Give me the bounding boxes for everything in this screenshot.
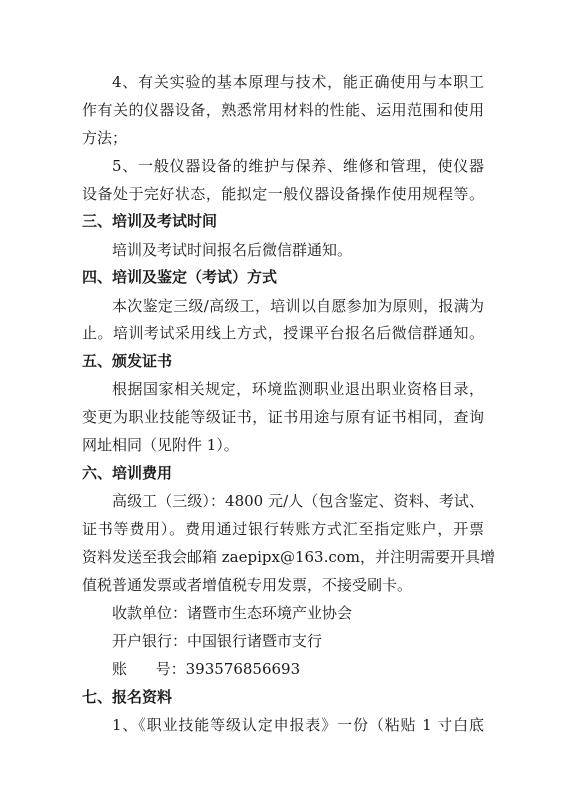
item4-line2: 作有关的仪器设备，熟悉常用材料的性能、运用范围和使用 [82, 101, 484, 119]
item4-line1: 4、有关实验的基本原理与技术，能正确使用与本职工 [112, 73, 484, 91]
section5-line2: 变更为职业技能等级证书，证书用途与原有证书相同，查询 [82, 408, 484, 426]
item4-line3: 方法； [82, 129, 128, 147]
section4-heading: 四、培训及鉴定（考试）方式 [82, 268, 278, 286]
item5-line2: 设备处于完好状态，能拟定一般仪器设备操作使用规程等。 [82, 185, 484, 203]
section6-line3: 资料发送至我会邮箱 zaepipx@163.com，并注明需要开具增 [82, 548, 496, 566]
account-line: 账 号：393576856693 [112, 660, 301, 678]
section7-heading: 七、报名资料 [82, 688, 173, 706]
section5-line1: 根据国家相关规定，环境监测职业退出职业资格目录， [112, 380, 484, 398]
section4-line1: 本次鉴定三级/高级工，培训以自愿参加为原则，报满为 [112, 297, 484, 315]
section7-line1: 1、《职业技能等级认定申报表》一份（粘贴 1 寸白底 [112, 716, 484, 734]
section3-heading: 三、培训及考试时间 [82, 212, 218, 230]
payee-line: 收款单位：诸暨市生态环境产业协会 [112, 604, 353, 622]
section6-heading: 六、培训费用 [82, 464, 173, 482]
section6-line1: 高级工（三级）：4800 元/人（包含鉴定、资料、考试、 [112, 492, 484, 510]
section5-line3: 网址相同（见附件 1）。 [82, 436, 239, 454]
section6-line4: 值税普通发票或者增值税专用发票，不接受刷卡。 [82, 576, 413, 594]
item5-line1: 5、一般仪器设备的维护与保养、维修和管理，使仪器 [112, 157, 484, 175]
section4-line2: 止。培训考试采用线上方式，授课平台报名后微信群通知。 [82, 324, 484, 342]
section5-heading: 五、颁发证书 [82, 352, 173, 370]
section6-line2: 证书等费用）。费用通过银行转账方式汇至指定账户，开票 [82, 520, 484, 538]
bank-line: 开户银行：中国银行诸暨市支行 [112, 632, 323, 650]
section3-line1: 培训及考试时间报名后微信群通知。 [112, 241, 353, 259]
